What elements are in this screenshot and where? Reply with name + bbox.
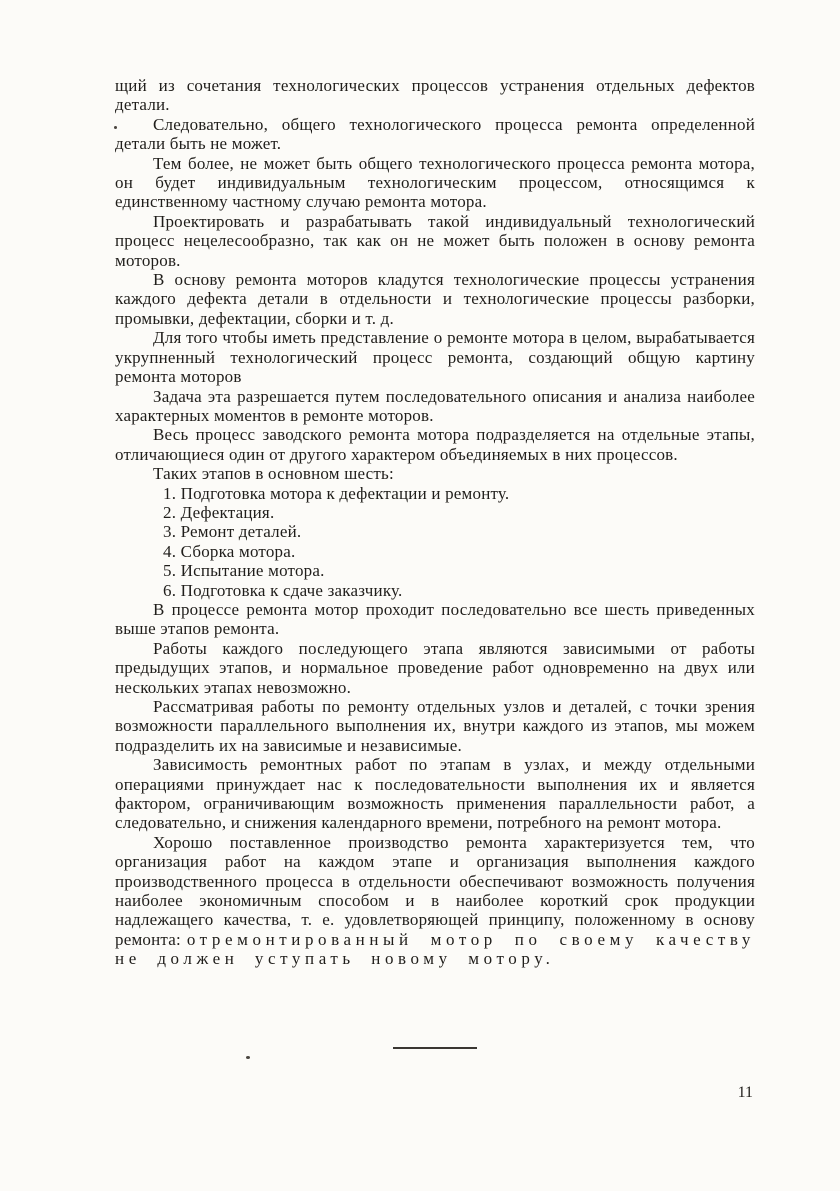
list-item: 5. Испытание мотора. [163, 561, 325, 581]
section-end-rule [393, 1047, 477, 1049]
list-item: 2. Дефектация. [163, 502, 275, 522]
list-item: 6. Подготовка к сдаче заказчику. [163, 580, 403, 600]
scan-artifact-dot [246, 1056, 250, 1059]
paragraph: Для того чтобы иметь представление о ремонте мотора в целом, вырабатывается укрупненный технологический процесс ремонта, создающий общую картину ремонта моторов [115, 328, 755, 387]
paragraph: Весь процесс заводского ремонта мотора подразделяется на отдельные этапы, отличающиеся один от другого характером объединяемых в них процессов. [115, 425, 755, 464]
closing-paragraph-lead: Хорошо поставленное производство ремонта характеризуется тем, что организация работ на каждом этапе и организация выполнения каждого производственного процесса в отдельности обеспечивают возможность получения наиболее экономичным способом и в наиболее короткий срок продукции надлежащего качества, т. е. удовлетворяющей принципу, положенному в основу ремонта: [115, 832, 755, 949]
paragraph: Тем более, не может быть общего технологического процесса ремонта мотора, он будет индивидуальным технологическим процессом, относящимся к единственному частному случаю ремонта мотора. [115, 153, 755, 212]
list-item: 3. Ремонт деталей. [163, 522, 302, 542]
closing-paragraph [115, 833, 755, 969]
page-number: 11 [737, 1084, 753, 1101]
paragraph: Проектировать и разрабатывать такой индивидуальный технологический процесс нецелесообразно, так как он не может быть положен в основу ремонта моторов. [115, 211, 755, 270]
paragraph: Задача эта разрешается путем последовательного описания и анализа наиболее характерных моментов в ремонте моторов. [115, 386, 755, 425]
paragraph: Работы каждого последующего этапа являются зависимыми от работы предыдущих этапов, и нормальное проведение работ одновременно на двух или нескольких этапах невозможно. [115, 638, 755, 697]
paragraph: Таких этапов в основном шесть: [153, 464, 394, 484]
paragraph: Зависимость ремонтных работ по этапам в узлах, и между отдельными операциями принуждает нас к последовательности выполнения их и является фактором, ограничивающим возможность применения параллельности работ, а следовательно, и снижения календарного времени, потребного на ремонт мотора. [115, 755, 755, 833]
closing-paragraph-emphasis: отремонтированный мотор по своему качеству не должен уступать новому мотору. [115, 929, 755, 969]
list-item: 4. Сборка мотора. [163, 541, 296, 561]
paragraph: Следовательно, общего технологического процесса ремонта определенной детали быть не может. [115, 114, 755, 154]
paragraph: щий из сочетания технологических процессов устранения отдельных дефектов детали. [115, 76, 755, 115]
paragraph: В процессе ремонта мотор проходит последовательно все шесть приведенных выше этапов ремонта. [115, 599, 755, 639]
text-block [115, 76, 755, 969]
scan-artifact-dot [114, 126, 117, 129]
paragraph: Рассматривая работы по ремонту отдельных узлов и деталей, с точки зрения возможности параллельного выполнения их, внутри каждого из этапов, мы можем подразделить их на зависимые и независимые. [115, 697, 755, 755]
paragraph: В основу ремонта моторов кладутся технологические процессы устранения каждого дефекта детали в отдельности и технологические процессы разборки, промывки, дефектации, сборки и т. д. [115, 270, 755, 328]
list-item: 1. Подготовка мотора к дефектации и ремонту. [163, 483, 510, 503]
